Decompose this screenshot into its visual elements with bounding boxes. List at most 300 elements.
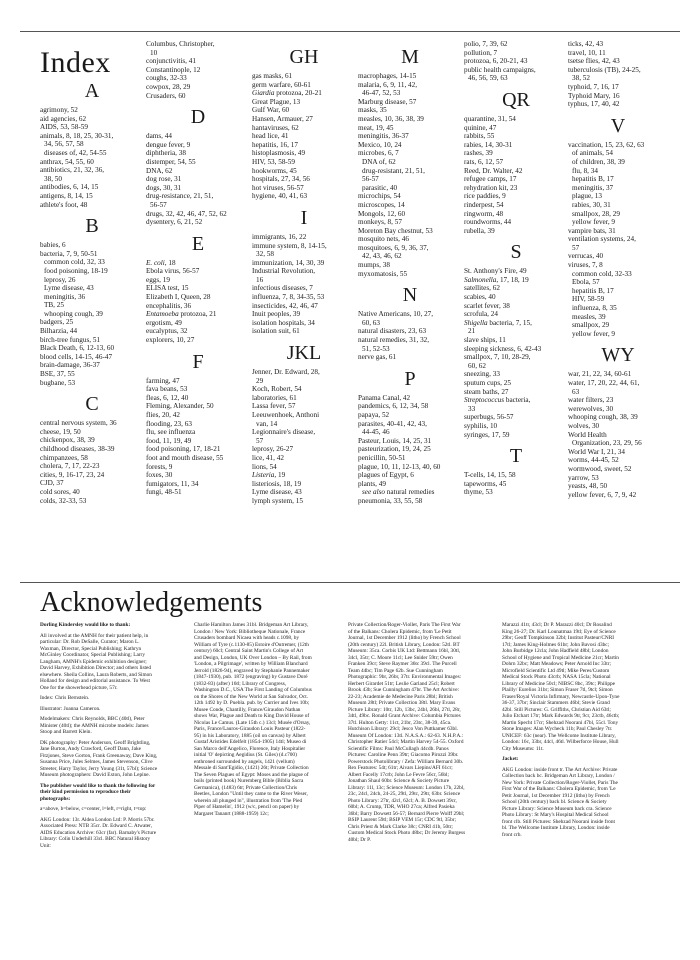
index-entry: typhoid, 7, 16, 17 [568,82,619,91]
index-entry: 10 [150,48,158,57]
index-entry: roundworms, 44 [464,218,512,227]
index-entry: laboratories, 61 [252,393,297,402]
index-entry: DNA, 62 [146,166,173,175]
index-entry: antigens, 8, 14, 15 [40,191,93,200]
index-entry: 16 [256,275,264,284]
index-entry: 56-57 [150,200,167,209]
index-letter-heading: A [84,80,100,102]
index-entry: 33 [468,404,476,413]
index-entry: germ warfare, 60-61 [252,80,311,89]
index-entry: coughs, 32-33 [146,74,187,83]
index-entry: Panama Canal, 42 [358,393,411,402]
index-entry: flooding, 23, 63 [146,419,192,428]
index-entry: eggs, 19 [146,275,170,284]
ack-paragraph: Dorling Kindersley would like to thank: [40,622,131,628]
index-entry: werewolves, 30 [568,404,614,413]
index-entry: forests, 9 [146,462,173,471]
index-entry: brain-damage, 36-37 [40,361,100,370]
index-entry: leprosy, 26-27 [252,445,294,454]
index-entry: rehydration kit, 23 [464,183,518,192]
index-entry: animals, 8, 18, 25, 30-31, [40,131,114,140]
index-entry: histoplasmosis, 49 [252,149,306,158]
index-letter-heading: E [191,232,205,255]
index-letter-heading: T [509,445,523,468]
index-entry: gas masks, 61 [252,72,293,80]
index-letter-heading: WY [601,344,635,367]
index-entry: HIV, 58-59 [572,295,605,304]
index-entry: hepatitis, 16, 17 [252,140,298,149]
ack-paragraph: a=above, b=below, c=center, l=left, r=right, t=top: [40,806,147,812]
index-entry: typhus, 17, 40, 42 [568,100,620,109]
index-entry: natural remedies, 31, 32, [358,336,430,345]
index-entry: fungi, 48-51 [146,488,182,497]
index-entry: meningitis, 37 [572,183,614,192]
index-entry: rice paddies, 9 [464,192,506,201]
index-entry: food poisoning, 17, 18-21 [146,445,221,454]
index-letter-heading: M [401,46,419,68]
index-entry: microchips, 54 [358,192,401,201]
index-entry: myxomatosis, 55 [358,269,408,278]
index-column [146,40,250,497]
index-entry: war, 21, 22, 34, 60-61 [568,370,632,379]
index-entry: macrophages, 14-15 [358,72,417,80]
index-entry: Shigella bacteria, 7, 15, [464,318,532,327]
index-entry: sneezing, 33 [464,370,500,379]
index-entry: influenza, 7, 8, 34-35, 53 [252,293,325,302]
index-entry: Ebola, 57 [572,278,600,287]
index-entry: satellites, 62 [464,284,500,293]
index-entry: rinderpest, 54 [464,200,504,209]
index-entry: Inuit peoples, 39 [252,310,301,319]
index-entry: T-cells, 14, 15, 58 [464,471,516,480]
index-entry: cowpox, 28, 29 [146,82,191,91]
index-entry: 63 [572,387,580,396]
index-entry: CJD, 37 [40,479,64,488]
index-entry: Lyme disease, 43 [44,284,94,293]
index-column [464,40,568,497]
index-entry: hospitals, 27, 34, 56 [252,175,310,184]
index-entry: World Health [568,430,607,439]
index-entry: antibodies, 6, 14, 15 [40,183,99,192]
index-entry: papaya, 52 [358,411,390,419]
index-entry: Organization, 23, 29, 56 [572,439,642,448]
index-entry: of animals, 54 [572,149,613,158]
index-entry: 46, 56, 59, 63 [468,74,508,83]
index-entry: Ebola virus, 56-57 [146,267,200,276]
index-entry: birch-tree fungus, 51 [40,335,101,344]
index-entry: isolation suit, 61 [252,327,300,336]
ack-paragraph: The publisher would like to thank the following for their kind permission to reproduce their photographs: [40,782,156,802]
index-entry: Great Plague, 13 [252,97,301,106]
index-entry: rashes, 39 [464,149,493,158]
index-entry: superbugs, 56-57 [464,413,514,422]
index-entry: 46-47, 52, 53 [362,89,401,98]
index-entry: thyme, 53 [464,488,493,497]
index-entry: yellow fever, 9 [572,329,616,338]
index-entry: Marburg disease, 57 [358,97,417,106]
index-entry: athlete's foot, 48 [40,200,88,209]
ack-column [194,622,312,821]
index-entry: ticks, 42, 43 [568,40,604,48]
index-entry: anthrax, 54, 55, 60 [40,157,94,166]
index-entry: yarrow, 53 [568,473,599,482]
index-entry: explorers, 10, 27 [146,336,195,345]
index-entry: Fleming, Alexander, 50 [146,402,214,411]
index-entry: Crusaders, 60 [146,91,186,100]
index-entry: microbes, 6, 7 [358,149,399,158]
index-entry: hepatitis B, 17 [572,175,614,184]
index-entry: microscopes, 14 [358,200,405,209]
index-entry: tsetse flies, 42, 43 [568,57,620,66]
index-entry: mosquitoes, 6, 9, 36, 37, [358,243,429,252]
index-entry: syphilis, 10 [464,421,498,430]
index-entry: Gulf War, 60 [252,106,290,115]
index-entry: Mexico, 10, 24 [358,140,402,149]
index-title: Index [40,46,111,79]
index-entry: scarlet fever, 38 [464,301,510,310]
index-entry: flu, see influenza [146,428,196,437]
index-entry: 44-45, 46 [362,428,390,437]
index-entry: 21 [468,327,476,336]
index-entry: bacteria, 7, 9, 50-51 [40,249,98,258]
index-entry: Black Death, 6, 12-13, 60 [40,344,115,353]
index-entry: farming, 47 [146,376,180,385]
index-entry: conjunctivitis, 41 [146,57,196,66]
index-column [568,40,668,499]
index-entry: Elizabeth I, Queen, 28 [146,293,211,302]
index-entry: head lice, 41 [252,132,289,141]
index-entry: rabbits, 55 [464,132,495,141]
index-entry: cheese, 19, 50 [40,427,81,436]
index-entry: St. Anthony's Fire, 49 [464,267,527,276]
ack-column [40,622,158,853]
section-divider [20,582,680,583]
index-entry: smallpox, 28, 29 [572,209,620,218]
index-entry: Native Americans, 10, 27, [358,310,434,319]
index-entry: drug-resistance, 21, 51, [146,192,214,201]
index-entry: flies, 20, 42 [146,411,180,419]
index-letter-heading: S [510,241,522,264]
index-entry: blood cells, 14-15, 46-47 [40,352,113,361]
index-entry: yellow fever, 9 [572,218,616,227]
index-entry: food poisoning, 18-19 [44,266,108,275]
ack-paragraph: Marazzi 41tr, 43cl; Dr P. Marazzi 40cl; Dr Rosalind King 26-27; Dr. Karl Lounatmaa 19tl; Eye of Science 29br; Geoff Tompkinson 32bl; Institut Pasteur/CNRI 17tl; James King-Holmes 61br; John Bavosi 43bc; John Burbidge 12cla; John Hadfield 48bl; London School of Hygiene and Tropical Medicine 21cr; Martin Dohrn 32bc; Matt Meadows; Peter Arnold Inc 33tr; Microfield Scientific Ltd 49tl; Mike Peres/Custom Medical Stock Photo 43crb; NASA 15cla; National Library of Medicine 50cl; NIBSC 8bc, 39tc; Philippe Plailly/ Eurelios 31br; Simon Fraser 7tl, 9tcl; Simon Fraser/Royal Victoria Infirmary, Newcastle-Upon-Tyne 36-37, 37br; Sinclair Stammers 46bl; Stevie Grand 42bl. Still Pictures: G. Griffiths, Christian Aid 63tl; Julio Etchart 17tr; Mark Edwards 9tr, 9cr, 23ctb, 46ctb; Martin Specht 17cr; Shehzad Noorani 47bl, 55cl. Tony Stone Images: Alan Wycheck 11b; Paul Chesley 7tr. UNICEF: 63c (near). The Wellcome Institute Library, London: 16c, 33br, 44cl, 46tl. Wilberforce House, Hull City Museums: 11t. [502,622,620,752]
index-entry: 38, 52 [572,74,590,83]
index-entry: cities, 9, 16-17, 23, 24 [40,470,105,479]
index-entry: Koch, Robert, 54 [252,385,302,394]
index-entry: plagues of Egypt, 6 [358,471,414,480]
ack-paragraph: Modelmakers: Chris Reynolds, BBC (40tl), Peter Minister (40tl); the AMNH microbe models: James Stoop and Barrett Klein. [40,716,149,735]
index-entry: pneumonia, 33, 55, 58 [358,496,423,505]
index-entry: drug-resistant, 21, 51, [362,166,425,175]
index-entry: syringes, 17, 59 [464,430,510,439]
index-column [358,40,462,506]
index-entry: 56-57 [362,175,379,184]
index-entry: Salmonella, 17, 18, 19 [464,275,529,284]
index-letter-heading: I [300,206,308,229]
index-entry: natural disasters, 23, 63 [358,327,427,336]
index-entry: hygiene, 40, 41, 63 [252,192,308,201]
index-entry: cold sores, 40 [40,487,80,496]
index-entry: central nervous system, 36 [40,419,117,428]
index-letter-heading: V [610,114,626,137]
index-entry: parasitic, 40 [362,183,398,192]
index-entry: 29 [256,376,264,385]
index-entry: smallpox, 29 [572,321,610,330]
ack-paragraph: AKG London: inside front tr. The Art Archive: Private Collection back bc. Bridgeman Art Library, London / New York: Private Collection/Roger-Viollet, Paris The First War of the Balkans: Cholera Epidemic, from 'Le Petit Journal, 1st December 1912 (litho) by French School (20th century) back bl. Science & Society Picture Library: Science Museum back cra. Science Photo Library: St Mary's Hospital Medical School front clb. Still Pictures: Shehzad Noorani inside front bl. The Wellcome Institute Library, London: inside front crb. [502,766,618,838]
index-entry: dogs, 30, 31 [146,183,182,192]
index-entry: dengue fever, 9 [146,140,191,149]
index-entry: chimpanzees, 58 [40,453,88,462]
index-entry: protozoa, 6, 20-21, 43 [464,57,528,66]
index-column [252,40,356,506]
index-entry: hookworms, 45 [252,166,297,175]
index-entry: pasteurization, 19, 24, 25 [358,445,431,454]
index-entry: Leeuwenhoek, Anthoni [252,411,320,419]
index-letter-heading: C [85,393,99,416]
index-entry: masks, 35 [358,106,387,115]
index-entry: flu, 8, 34 [572,166,598,175]
ack-paragraph: Illustrator: Joanna Cameron. [40,705,101,712]
index-entry: 32, 58 [256,250,274,259]
index-section [40,40,660,580]
index-entry: steam baths, 27 [464,387,509,396]
index-entry: 60, 62 [468,361,486,370]
index-entry: babies, 6 [40,241,66,250]
index-entry: vampire bats, 31 [568,226,616,235]
index-entry: wormwood, sweet, 52 [568,464,632,473]
index-entry: verrucas, 40 [568,252,604,261]
index-entry: E. coli, 18 [146,258,176,267]
index-letter-heading: D [190,106,206,129]
index-entry: meningitis, 36-37 [358,132,409,141]
index-entry: ventilation systems, 24, [568,235,636,244]
index-entry: mosquito nets, 46 [358,235,409,244]
index-entry: fumigators, 11, 34 [146,479,199,488]
index-entry: water filters, 23 [568,396,614,405]
index-entry: van, 14 [256,419,278,428]
index-entry: immunization, 14, 30, 39 [252,258,325,267]
index-entry: lymph system, 15 [252,496,303,505]
index-entry: badgers, 25 [40,318,74,327]
index-entry: Listeria, 19 [252,471,286,480]
index-entry: meningitis, 36 [44,292,86,301]
index-entry: tuberculosis (TB), 24-25, [568,65,641,74]
index-letter-heading: F [192,350,204,373]
index-entry: wolves, 30 [568,421,600,430]
index-entry: sleeping sickness, 6, 42-43 [464,344,542,353]
index-letter-heading: P [404,367,416,390]
index-entry: 57 [572,243,580,252]
index-entry: worms, 44-45, 52 [568,456,619,465]
index-entry: ergotism, 49 [146,318,182,327]
index-entry: tapeworms, 45 [464,479,507,488]
index-entry: chickenpox, 38, 39 [40,436,95,445]
index-entry: World War I, 21, 34 [568,447,625,456]
index-entry: nerve gas, 61 [358,353,397,362]
index-entry: pandemics, 6, 12, 34, 58 [358,402,429,411]
index-entry: viruses, 7, 8 [568,261,603,270]
index-entry: sputum cups, 25 [464,379,511,387]
ack-paragraph: DK photography: Peter Anderson, Geoff Brightling, Jane Burton, Andy Crawford, Geoff Dann, Jake Fitzjones, Steve Gorton, Frank Greenaway, Dave King, Susanna Price, Jules Selmes, James Stevenson, Clive Streeter, Harry Taylor, Jerry Young (31t, 57bl); Science Museum photographers: David Exton, John Lepine. [40,739,158,778]
index-entry: leprosy, 26 [44,275,76,284]
index-entry: refugee camps, 17 [464,175,517,184]
index-entry: diseases of, 42, 54-55 [44,148,107,157]
ack-paragraph: All involved at the AMNH for their patient help, in particular: Dr. Rob DeSalle, Curator; Maron L. Waxman, Director, Special Publishing; Kathryn McGinley Coordinator, Special Publishing; Larry Langham, AMNH's Epidemic exhibition designer; David Harvey, Exhibition Director; and others listed elsewhere. Sheila Collins, Laura Roberts, and Simon Holland for design and editorial assistance. To West One for the showerhead picture, 57r. [40,632,152,691]
index-entry: quinine, 47 [464,123,497,132]
index-entry: aid agencies, 62 [40,114,87,123]
index-entry: Reed, Dr. Walter, 42 [464,166,523,175]
index-entry: Mongols, 12, 60 [358,209,406,218]
index-entry: listeriosis, 18, 19 [252,479,302,488]
index-entry: infectious diseases, 7 [252,284,313,293]
ack-paragraph: Charlie Hamilton James 31bl. Bridgeman Art Library, London / New York: Bibliotheque Nationale, France Crusaders bombard Nicaea with heads c.1098, by William of Tyre (c.1130-85) Estoire d'Outremer, (12th century) 60cl; Central Saint Martin's College of Art and Design, London, UK Over London – By Rail, from 'London, a Pilgrimage', written by William Blanchard Jerrold (1826-94), engraved by Stephanie Pannemaker (1847-1930), pub. 1872 (engraving) by Gustave Doré (1832-83) (after) 16tl; Library of Congress, Washington D.C., USA The First Landing of Columbus on the Shores of the New World at San Salvador, Oct. 12th 1492 by D. Puebla. pub. by Currier and Ives 10b; Musee Conde, Chantilly, France/Giraudon Nathan shows War, Plague and Death to King David House of Nicolas Le Camus. (Late 15th c.) 13cl; Musée d'Orsay, Paris, France/Lauros-Giraudon Louis Pasteur (1822-95) in his Laboratory, 1885 (oil on canvas) by Albert Gustaf Aristides Edelfelt (1854-1905) 14tl; Museo di San Marco dell'Angelico, Florence, Italy Hospitalier initial 'O' depicting Aegidius (St. Giles) (d.c700) enthroned surrounded by angels, 1421 (vellum) Messale di Sant'Egidio, (1421) 26t; Private Collection The Seven Plagues of Egypt: Moses and the plague of boils (printed book) Nuremberg Bible (Biblia Sacra Germanica), (1483) 6tr; Private Collection/Chris Beetles, London "Until they came to the River Weser, wherein all plunged in", illustration from 'The Pied Piper of Hamelin', 1912 (w/c, pencil on paper) by Margaret Tananrt (1888-1959) 12c; [194,622,312,817]
index-entry: polio, 7, 39, 62 [464,40,508,48]
index-entry: 60, 63 [362,318,380,327]
index-entry: plants, 49 [358,479,386,488]
index-entry: 57 [256,436,264,445]
index-entry: Entamoeba protozoa, 21 [146,310,217,319]
index-entry: Lassa fever, 57 [252,402,296,411]
index-entry: dams, 44 [146,132,172,141]
index-entry: common cold, 32, 33 [44,258,105,267]
index-letter-heading: N [402,284,418,307]
index-entry: ELISA test, 15 [146,284,189,293]
index-column [40,40,144,505]
index-entry: Typhoid Mary, 16 [568,91,620,100]
index-entry: monkeys, 8, 57 [358,218,402,227]
index-entry: immigrants, 16, 22 [252,232,307,241]
index-entry: HIV, 53, 58-59 [252,157,295,166]
index-entry: water, 17, 20, 22, 44, 61, [568,379,640,387]
index-entry: measles, 39 [572,312,606,321]
index-entry: foot and mouth disease, 55 [146,453,224,462]
index-entry: yeasts, 48, 50 [568,482,608,491]
index-entry: Bilharzia, 44 [40,327,78,336]
index-entry: 42, 43, 46, 62 [362,252,402,261]
index-entry: encephalitis, 36 [146,301,192,310]
index-entry: hantaviruses, 62 [252,123,299,132]
index-entry: diphtheria, 38 [146,149,186,158]
index-entry: rubella, 39 [464,226,495,235]
index-entry: penicillin, 50-51 [358,453,406,462]
index-entry: smallpox, 7, 10, 28-29, [464,353,531,362]
index-entry: lice, 41, 42 [252,453,284,462]
index-entry: Streptococcus bacteria, [464,396,531,405]
index-entry: lions, 54 [252,462,277,471]
index-entry: antibiotics, 21, 32, 36, [40,166,105,175]
index-entry: Hansen, Armauer, 27 [252,114,313,123]
index-entry: parasites, 40-41, 42, 43, [358,419,427,428]
index-entry: vaccination, 15, 23, 62, 63 [568,140,645,149]
index-entry: hot viruses, 56-57 [252,183,304,192]
index-entry: 38, 50 [44,174,62,183]
index-entry: Columbus, Christopher, [146,40,215,48]
index-entry: ringworm, 48 [464,209,504,218]
index-entry: measles, 10, 36, 38, 39 [358,114,424,123]
ack-paragraph: Index: Chris Bernstein. [40,695,90,701]
index-entry: insecticides, 42, 46, 47 [252,301,318,310]
index-entry: colds, 32-33, 53 [40,496,87,505]
acknowledgements-title: Acknowledgements [40,587,263,618]
index-entry: of children, 38, 39 [572,157,625,166]
index-entry: see also natural remedies [362,488,435,497]
index-entry: agrimony, 52 [40,106,78,114]
ack-paragraph: Private Collection/Roger-Viollet, Paris The First War of the Balkans: Cholera Epidemic, from 'Le Petit Journal, 1st December 1912 (litho) by French School (20th century) 22l. British Library, London: 52tl. BT Museum: 35ca. Corbis UK Ltd: Bettmann 16bl, 30tl, 34cl, 35tr; C. Moore 11cl; Lee Snider 59tr; Owen Franken 39cr; Steve Raymer 36tc 39cl. The Purcell Team 44bc; Tim Page 62b. Sue Cunningham Photographic: 9br, 26br, 37tr. Environmental Images: Herbert Girardet 51tr; Leslie Garland 25cl; Robert Brook 43b; Sue Cunningham 47br. The Art Archive: 22-23; Academie de Medecine Paris 28bl; British Museum 28tl; Private Collection 38tl. Mary Evans Picture Library: 10tr, 12b, 13bc, 24bl, 26bl, 27tl, 28r, 34tl, 49bc. Ronald Grant Archive: Columbia Pictures 37tl. Hulton Getty: 11ct, 21br, 23tc, 38-39, 45ca. Hutchison Library: 29cl; Jesco Von Puttkamer 63bl. Museum Of London: 13tl. N.A.S.A.: 62-63. N.H.P.A.: Christopher Ratier 54cl; Martin Harvey 54-55. Oxford Scientific Films: Paul McCullagh 44cdb. Panos Pictures: Caroline Penn 39tr; Giacomo Pirozzi 39br. Powerstock Photolibrary / Zefa: William Bernard 30b. Rex Features: 54t; 61tr; Aivars Liepins/AFI 61cr; Albert Facelly 17crb; John Le Fevre 56cr, 56bl; Jonathan Shaul 60br. Science & Society Picture Library: 11l, 13c; Science Museum: London 17b, 22bl, 23c, 24cl, 24ch, 24-25, 29tl, 29tc, 29tr, 63br. Science Photo Library: 27tr, 42cl, 62cl; A. B. Dowsett 39cr, 60bl; A. Crump, TDR, WHO 27ca; Alfred Pasieka 36bl; Barry Dowsett 56-57; Bernard Pierre Wolff 29bl; BSIP Laurent 59tl; BSIP VEM 15r; CDC 9tl, 35br; Chris Priest & Mark Clarke 38c; CNRI 41b, 50tr; Custom Medical Stock Photo 48bc; Dr Jeremy Burgess 40bl; Dr P. [348,622,466,843]
index-entry: BSE, 37, 55 [40,370,75,379]
top-rule [20,31,680,32]
index-entry: plague, 13 [572,192,602,201]
index-entry: fava beans, 53 [146,385,188,394]
index-entry: plague, 10, 11, 12-13, 40, 60 [358,462,441,471]
index-entry: influenza, 8, 35 [572,304,617,313]
index-entry: Constantinople, 12 [146,65,201,74]
index-entry: foxes, 30 [146,471,173,480]
index-entry: TB, 25 [44,301,64,310]
index-entry: yellow fever, 6, 7, 9, 42 [568,490,637,499]
index-entry: drugs, 32, 42, 46, 47, 52, 62 [146,209,227,218]
ack-column [502,622,620,842]
index-entry: travel, 10, 11 [568,48,606,57]
index-letter-heading: QR [502,88,530,111]
index-entry: rabies, 14, 30-31 [464,140,513,149]
index-entry: rabies, 30, 31 [572,200,611,209]
index-entry: cholera, 7, 17, 22-23 [40,462,100,471]
index-entry: Giardia protozoa, 20-21 [252,89,322,98]
index-entry: immune system, 8, 14-15, [252,241,327,250]
index-entry: Moreton Bay chestnut, 53 [358,226,433,235]
index-entry: 34, 56, 57, 58 [44,140,84,149]
index-entry: 51, 52-53 [362,344,390,353]
index-entry: scrofula, 24 [464,310,498,319]
ack-paragraph: Jacket: [502,756,519,762]
index-entry: quarantine, 31, 54 [464,114,516,123]
acknowledgements-section [40,622,660,952]
index-entry: whooping cough, 39 [44,309,103,318]
index-entry: Jenner, Dr. Edward, 28, [252,368,320,377]
index-entry: malaria, 6, 9, 11, 42, [358,80,418,89]
index-entry: public health campaigns, [464,65,536,74]
index-entry: dog rose, 31 [146,175,182,184]
index-letter-heading: B [85,215,99,238]
index-entry: scabies, 40 [464,293,496,302]
index-entry: hepatitis B, 17 [572,286,614,295]
index-entry: Lyme disease, 43 [252,488,302,497]
index-entry: rats, 6, 12, 57 [464,157,504,166]
index-entry: eucalyptus, 32 [146,327,188,336]
index-entry: fleas, 6, 12, 40 [146,393,189,402]
index-entry: mumps, 38 [358,261,390,270]
index-entry: isolation hospitals, 34 [252,318,315,327]
index-entry: childhood diseases, 38-39 [40,445,115,453]
index-entry: common cold, 32-33 [572,269,632,278]
index-letter-heading: GH [289,46,319,68]
index-entry: meat, 19, 45 [358,123,394,132]
index-entry: Pasteur, Louis, 14, 25, 31 [358,436,432,445]
ack-column [348,622,466,847]
index-entry: AIDS, 53, 58-59 [40,123,88,132]
index-entry: whooping cough, 38, 39 [568,413,638,422]
index-entry: Industrial Revolution, [252,267,316,276]
index-entry: slave ships, 11 [464,336,506,345]
index-entry: dysentery, 6, 21, 52 [146,218,203,227]
index-letter-heading: JKL [286,342,322,365]
index-entry: pollution, 7 [464,48,498,57]
index-entry: Legionnaire's disease, [252,428,316,437]
ack-paragraph: AKG London: 13r. Aldea London Ltd: P. Morris 57br. Associated Press: NTB 35cr. Dr. Edward C. Atwater, AIDS Education Archive: 63cr (far). Barnaby's Picture Library: Colin Underhill 33cl. BBC Natural History Unit: [40,816,157,849]
index-entry: DNA of, 62 [362,157,396,166]
index-entry: distemper, 54, 55 [146,157,196,166]
